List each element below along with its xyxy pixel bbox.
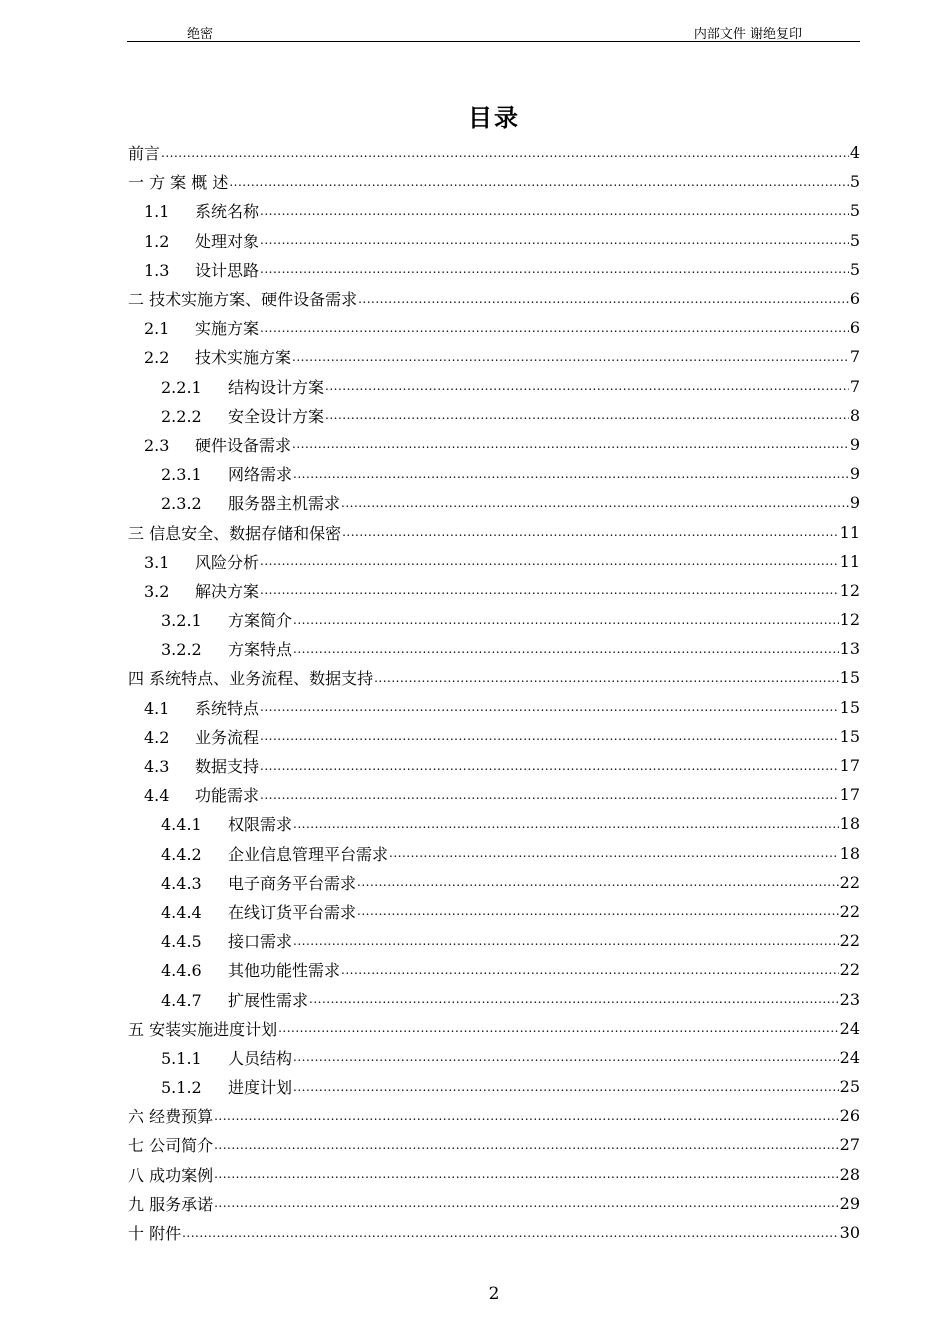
toc-entry[interactable] xyxy=(128,488,860,517)
toc-leader-dots xyxy=(260,262,849,276)
toc-entry-text: 技术实施方案 xyxy=(195,348,292,368)
toc-entry-page: 15 xyxy=(839,668,860,688)
toc-entry[interactable] xyxy=(128,1189,860,1218)
toc-entry-text: 业务流程 xyxy=(195,727,260,747)
toc-entry-number: 4.4.2 xyxy=(161,844,202,864)
toc-entry-label xyxy=(161,929,292,952)
toc-leader-dots xyxy=(293,1080,839,1094)
toc-entry-text: 硬件设备需求 xyxy=(195,435,292,455)
toc-entry-page: 7 xyxy=(849,347,860,367)
toc-leader-dots xyxy=(357,875,839,889)
toc-entry-number: 2.3.2 xyxy=(161,494,202,514)
toc-entry-text: 一 方 案 概 述 xyxy=(128,173,229,193)
toc-leader-dots xyxy=(260,583,839,597)
toc-entry-label xyxy=(144,725,259,748)
toc-entry-label xyxy=(128,141,160,164)
toc-entry-number: 1.3 xyxy=(144,260,170,280)
toc-entry-text: 权限需求 xyxy=(228,815,293,835)
toc-entry[interactable] xyxy=(128,517,860,546)
toc-entry[interactable] xyxy=(128,897,860,926)
toc-leader-dots xyxy=(260,233,849,247)
toc-entry-page: 4 xyxy=(849,143,860,163)
toc-entry[interactable] xyxy=(128,313,860,342)
toc-entry-page: 6 xyxy=(849,318,860,338)
toc-entry-label xyxy=(161,375,324,398)
toc-entry-page: 5 xyxy=(849,230,860,250)
toc-entry[interactable] xyxy=(128,722,860,751)
toc-entry-page: 9 xyxy=(849,464,860,484)
toc-entry[interactable] xyxy=(128,751,860,780)
toc-entry-label xyxy=(128,1104,213,1127)
toc-entry-text: 风险分析 xyxy=(195,552,260,572)
toc-entry-page: 28 xyxy=(839,1164,860,1184)
toc-entry[interactable] xyxy=(128,868,860,897)
header-internal-notice: 内部文件 谢绝复印 xyxy=(693,27,802,42)
toc-entry-page: 18 xyxy=(839,843,860,863)
toc-entry-text: 前言 xyxy=(128,144,161,164)
toc-leader-dots xyxy=(293,934,839,948)
toc-entry-text: 方案简介 xyxy=(228,611,293,631)
toc-entry-page: 18 xyxy=(839,814,860,834)
toc-entry-text: 七 公司简介 xyxy=(128,1136,214,1156)
toc-entry-text: 设计思路 xyxy=(195,260,260,280)
toc-entry-text: 接口需求 xyxy=(228,932,293,952)
toc-entry[interactable] xyxy=(128,1014,860,1043)
toc-entry[interactable] xyxy=(128,926,860,955)
toc-leader-dots xyxy=(260,788,839,802)
toc-entry-page: 15 xyxy=(839,726,860,746)
toc-entry-number: 2.2.1 xyxy=(161,377,202,397)
toc-entry-label xyxy=(144,550,259,573)
header-confidential: 绝密 xyxy=(187,27,214,42)
toc-entry[interactable] xyxy=(128,576,860,605)
toc-entry-text: 其他功能性需求 xyxy=(228,961,341,981)
toc-entry-number: 2.2 xyxy=(144,348,170,368)
toc-entry-page: 22 xyxy=(839,901,860,921)
toc-entry-page: 30 xyxy=(839,1223,860,1243)
toc-entry-number: 4.4.6 xyxy=(161,961,202,981)
toc-entry-page: 5 xyxy=(849,259,860,279)
toc-entry-text: 系统名称 xyxy=(195,202,260,222)
table-of-contents xyxy=(128,138,860,1247)
toc-leader-dots xyxy=(358,292,849,306)
toc-entry-number: 4.4.3 xyxy=(161,873,202,893)
toc-leader-dots xyxy=(341,963,839,977)
toc-entry-number: 1.2 xyxy=(144,231,170,251)
toc-leader-dots xyxy=(214,1167,839,1181)
toc-entry-page: 9 xyxy=(849,493,860,513)
toc-entry[interactable] xyxy=(128,1218,860,1247)
toc-entry-number: 5.1.2 xyxy=(161,1078,202,1098)
toc-entry[interactable] xyxy=(128,1160,860,1189)
toc-entry-number: 3.2.2 xyxy=(161,640,202,660)
toc-entry-text: 实施方案 xyxy=(195,319,260,339)
toc-entry-number: 4.4.4 xyxy=(161,902,202,922)
toc-entry[interactable] xyxy=(128,693,860,722)
toc-entry-page: 22 xyxy=(839,872,860,892)
toc-entry-number: 4.4 xyxy=(144,786,170,806)
toc-entry-number: 2.2.2 xyxy=(161,406,202,426)
toc-leader-dots xyxy=(325,408,849,422)
toc-entry-number: 1.1 xyxy=(144,202,170,222)
page-number: 2 xyxy=(488,1284,500,1304)
toc-entry[interactable] xyxy=(128,138,860,167)
toc-entry-label xyxy=(161,1075,292,1098)
toc-entry-number: 5.1.1 xyxy=(161,1048,202,1068)
toc-entry-page: 17 xyxy=(839,785,860,805)
toc-entry-label xyxy=(144,199,259,222)
toc-leader-dots xyxy=(260,759,839,773)
toc-entry-text: 二 技术实施方案、硬件设备需求 xyxy=(128,290,358,310)
toc-entry-number: 3.1 xyxy=(144,552,170,572)
toc-entry-text: 在线订货平台需求 xyxy=(228,902,357,922)
toc-entry-text: 解决方案 xyxy=(195,581,260,601)
toc-entry-label xyxy=(144,433,291,456)
toc-entry[interactable] xyxy=(128,196,860,225)
toc-entry-label xyxy=(128,1133,213,1156)
toc-entry[interactable] xyxy=(128,809,860,838)
toc-entry-page: 5 xyxy=(849,172,860,192)
toc-entry[interactable] xyxy=(128,284,860,313)
toc-entry-text: 处理对象 xyxy=(195,231,260,251)
toc-leader-dots xyxy=(357,904,839,918)
toc-entry-label xyxy=(144,754,259,777)
toc-entry-text: 八 成功案例 xyxy=(128,1165,214,1185)
toc-entry-label xyxy=(144,345,291,368)
toc-entry[interactable] xyxy=(128,226,860,255)
toc-entry-page: 6 xyxy=(849,289,860,309)
toc-entry-page: 12 xyxy=(839,610,860,630)
toc-entry-text: 九 服务承诺 xyxy=(128,1194,214,1214)
toc-leader-dots xyxy=(293,642,839,656)
toc-leader-dots xyxy=(374,671,839,685)
toc-entry-page: 25 xyxy=(839,1077,860,1097)
toc-entry[interactable] xyxy=(128,984,860,1013)
toc-entry-label xyxy=(161,637,292,660)
toc-entry-text: 人员结构 xyxy=(228,1048,293,1068)
toc-leader-dots xyxy=(293,1050,839,1064)
toc-entry[interactable] xyxy=(128,839,860,868)
toc-entry-number: 3.2 xyxy=(144,581,170,601)
toc-entry-number: 4.2 xyxy=(144,727,170,747)
toc-entry-number: 3.2.1 xyxy=(161,611,202,631)
toc-entry-label xyxy=(144,579,259,602)
toc-leader-dots xyxy=(325,379,849,393)
toc-title: 目录 xyxy=(468,103,520,132)
toc-entry[interactable] xyxy=(128,1072,860,1101)
toc-entry[interactable] xyxy=(128,1043,860,1072)
toc-entry-page: 15 xyxy=(839,697,860,717)
toc-entry-number: 4.4.7 xyxy=(161,990,202,1010)
toc-entry-label xyxy=(128,1221,181,1244)
toc-entry-label xyxy=(128,287,357,310)
toc-entry-page: 26 xyxy=(839,1106,860,1126)
toc-entry-number: 2.1 xyxy=(144,319,170,339)
toc-leader-dots xyxy=(278,1021,839,1035)
toc-leader-dots xyxy=(292,350,849,364)
toc-entry-label xyxy=(161,608,292,631)
toc-entry-label xyxy=(161,462,292,485)
toc-leader-dots xyxy=(341,496,849,510)
toc-leader-dots xyxy=(229,175,848,189)
toc-entry[interactable] xyxy=(128,459,860,488)
toc-entry-text: 功能需求 xyxy=(195,786,260,806)
toc-leader-dots xyxy=(260,700,839,714)
toc-entry-number: 4.4.5 xyxy=(161,932,202,952)
toc-entry-text: 电子商务平台需求 xyxy=(228,873,357,893)
toc-entry-page: 17 xyxy=(839,756,860,776)
toc-entry-number: 2.3.1 xyxy=(161,465,202,485)
toc-entry-text: 服务器主机需求 xyxy=(228,494,341,514)
toc-leader-dots xyxy=(293,613,839,627)
toc-entry-page: 9 xyxy=(849,434,860,454)
toc-entry-label xyxy=(144,229,259,252)
toc-entry-text: 五 安装实施进度计划 xyxy=(128,1019,278,1039)
toc-entry[interactable] xyxy=(128,1130,860,1159)
toc-leader-dots xyxy=(309,992,839,1006)
toc-entry-text: 网络需求 xyxy=(228,465,293,485)
toc-entry-label xyxy=(144,696,259,719)
toc-entry-page: 5 xyxy=(849,201,860,221)
toc-leader-dots xyxy=(293,467,849,481)
toc-leader-dots xyxy=(161,146,849,160)
toc-entry[interactable] xyxy=(128,372,860,401)
toc-leader-dots xyxy=(214,1109,839,1123)
toc-entry[interactable] xyxy=(128,605,860,634)
toc-entry-label xyxy=(128,170,228,193)
toc-entry-page: 23 xyxy=(839,989,860,1009)
toc-entry-label xyxy=(161,988,308,1011)
toc-entry-text: 四 系统特点、业务流程、数据支持 xyxy=(128,669,374,689)
toc-leader-dots xyxy=(260,729,839,743)
toc-entry-label xyxy=(128,1017,277,1040)
toc-entry-page: 8 xyxy=(849,405,860,425)
toc-entry[interactable] xyxy=(128,634,860,663)
toc-entry-text: 数据支持 xyxy=(195,757,260,777)
toc-entry[interactable] xyxy=(128,780,860,809)
toc-leader-dots xyxy=(214,1138,839,1152)
toc-entry-text: 三 信息安全、数据存储和保密 xyxy=(128,523,342,543)
toc-entry[interactable] xyxy=(128,663,860,692)
page-header xyxy=(127,22,860,42)
toc-leader-dots xyxy=(214,1196,839,1210)
toc-entry[interactable] xyxy=(128,955,860,984)
toc-entry[interactable] xyxy=(128,547,860,576)
toc-leader-dots xyxy=(260,554,839,568)
toc-entry-label xyxy=(128,521,341,544)
toc-leader-dots xyxy=(292,437,849,451)
toc-entry[interactable] xyxy=(128,401,860,430)
toc-leader-dots xyxy=(293,817,839,831)
toc-entry-number: 4.3 xyxy=(144,757,170,777)
toc-entry-page: 13 xyxy=(839,639,860,659)
toc-entry-text: 方案特点 xyxy=(228,640,293,660)
toc-entry-label xyxy=(161,958,340,981)
toc-entry-text: 安全设计方案 xyxy=(228,406,325,426)
toc-entry-text: 十 附件 xyxy=(128,1224,182,1244)
toc-entry[interactable] xyxy=(128,1101,860,1130)
toc-entry-label xyxy=(144,783,259,806)
toc-leader-dots xyxy=(260,321,849,335)
toc-entry-label xyxy=(161,491,340,514)
toc-entry-text: 扩展性需求 xyxy=(228,990,309,1010)
toc-entry-page: 24 xyxy=(839,1018,860,1038)
toc-entry-page: 27 xyxy=(839,1135,860,1155)
toc-entry-text: 企业信息管理平台需求 xyxy=(228,844,389,864)
toc-entry-label xyxy=(128,1192,213,1215)
toc-entry-label xyxy=(161,404,324,427)
toc-entry-label xyxy=(161,871,356,894)
toc-entry-label xyxy=(161,842,388,865)
toc-entry-text: 进度计划 xyxy=(228,1078,293,1098)
toc-entry-text: 结构设计方案 xyxy=(228,377,325,397)
toc-entry-page: 12 xyxy=(839,580,860,600)
toc-entry-label xyxy=(128,666,373,689)
toc-entry-text: 系统特点 xyxy=(195,698,260,718)
toc-entry-label xyxy=(144,258,259,281)
toc-leader-dots xyxy=(260,204,849,218)
toc-entry-page: 24 xyxy=(839,1047,860,1067)
toc-entry[interactable] xyxy=(128,342,860,371)
toc-leader-dots xyxy=(342,525,839,539)
toc-entry-number: 2.3 xyxy=(144,435,170,455)
toc-entry-page: 22 xyxy=(839,931,860,951)
toc-entry-label xyxy=(128,1163,213,1186)
toc-entry-label xyxy=(144,316,259,339)
toc-leader-dots xyxy=(182,1226,839,1240)
toc-entry[interactable] xyxy=(128,255,860,284)
toc-entry-label xyxy=(161,900,356,923)
toc-entry[interactable] xyxy=(128,430,860,459)
toc-entry-page: 29 xyxy=(839,1193,860,1213)
toc-entry[interactable] xyxy=(128,167,860,196)
toc-entry-number: 4.1 xyxy=(144,698,170,718)
toc-entry-page: 7 xyxy=(849,376,860,396)
toc-entry-text: 六 经费预算 xyxy=(128,1107,214,1127)
toc-entry-page: 11 xyxy=(839,522,860,542)
toc-leader-dots xyxy=(389,846,839,860)
toc-entry-number: 4.4.1 xyxy=(161,815,202,835)
toc-entry-label xyxy=(161,1046,292,1069)
toc-entry-label xyxy=(161,812,292,835)
toc-entry-page: 22 xyxy=(839,960,860,980)
toc-entry-page: 11 xyxy=(839,551,860,571)
